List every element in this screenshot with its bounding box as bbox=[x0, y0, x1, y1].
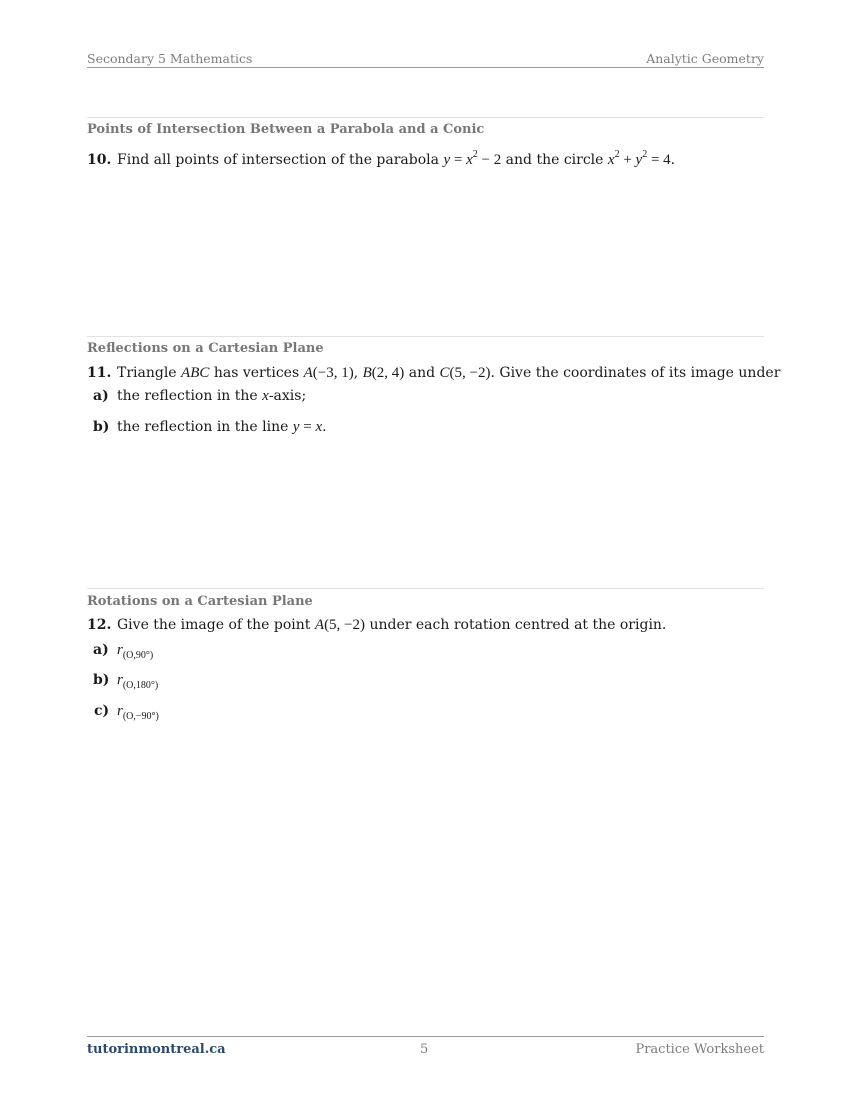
part-text: -axis; bbox=[268, 388, 307, 404]
rotation-subscript: (O,90°) bbox=[122, 650, 154, 661]
footer-right-text: Practice Worksheet bbox=[635, 1042, 764, 1057]
question-text: and bbox=[404, 365, 440, 381]
page-number: 5 bbox=[420, 1042, 429, 1057]
section-title-intersection: Points of Intersection Between a Parabola and a Conic bbox=[87, 122, 485, 137]
footer-rule bbox=[87, 1036, 764, 1037]
vertex-b: B(2, 4) bbox=[362, 365, 405, 381]
parabola-equation: $y = x^2 - 2$ bbox=[443, 148, 502, 168]
question-text: Triangle bbox=[117, 365, 182, 381]
vertex-c: C(5, −2) bbox=[439, 365, 491, 381]
part-text: . bbox=[322, 419, 327, 435]
rotation-symbol: r bbox=[117, 672, 123, 688]
rotation-subscript: (O,180°) bbox=[122, 680, 159, 691]
part-label: a) bbox=[93, 642, 109, 658]
triangle-name: ABC bbox=[181, 365, 210, 381]
question-10-text bbox=[117, 148, 676, 169]
question-text: Find all points of intersection of the parabola bbox=[117, 152, 444, 168]
rotation-symbol: r bbox=[117, 642, 123, 658]
circle-equation: $x^2 + y^2 = 4$ bbox=[607, 148, 671, 168]
question-text: has vertices bbox=[209, 365, 304, 381]
question-text: and the circle bbox=[501, 152, 608, 168]
question-number: 11. bbox=[87, 365, 112, 381]
part-text: the reflection in the line bbox=[117, 419, 293, 435]
rotation-b bbox=[117, 672, 158, 689]
section-title-reflections: Reflections on a Cartesian Plane bbox=[87, 341, 324, 356]
part-label: b) bbox=[93, 419, 110, 435]
footer-site-link[interactable]: tutorinmontreal.ca bbox=[87, 1042, 226, 1057]
line-equation: y = x bbox=[292, 419, 323, 435]
rotation-c bbox=[117, 703, 159, 720]
question-number: 10. bbox=[87, 152, 112, 168]
question-text: , bbox=[353, 365, 363, 381]
question-text: . bbox=[670, 152, 676, 168]
question-12-text bbox=[117, 617, 666, 634]
section-divider bbox=[87, 336, 764, 337]
question-text: under each rotation centred at the origin. bbox=[365, 617, 667, 633]
part-label: c) bbox=[94, 703, 110, 719]
rotation-subscript: (O,−90°) bbox=[122, 711, 159, 722]
part-label: a) bbox=[93, 388, 109, 404]
part-text: the reflection in the bbox=[117, 388, 263, 404]
section-title-rotations: Rotations on a Cartesian Plane bbox=[87, 594, 313, 609]
question-text: . Give the coordinates of its image under bbox=[490, 365, 781, 381]
part-b-text bbox=[117, 419, 327, 436]
rotation-a bbox=[117, 642, 153, 659]
vertex-a: A(−3, 1) bbox=[303, 365, 354, 381]
section-divider bbox=[87, 117, 764, 118]
part-label: b) bbox=[93, 672, 110, 688]
question-number: 12. bbox=[87, 617, 112, 633]
header-rule bbox=[87, 67, 764, 68]
axis-variable: x bbox=[262, 388, 269, 404]
part-a-text bbox=[117, 388, 306, 405]
header-right-text: Analytic Geometry bbox=[646, 51, 764, 66]
rotation-symbol: r bbox=[117, 703, 123, 719]
point-a: A(5, −2) bbox=[314, 617, 366, 633]
header-left-text: Secondary 5 Mathematics bbox=[87, 51, 253, 66]
question-text: Give the image of the point bbox=[117, 617, 315, 633]
section-divider bbox=[87, 588, 764, 589]
question-11-text bbox=[117, 365, 780, 382]
